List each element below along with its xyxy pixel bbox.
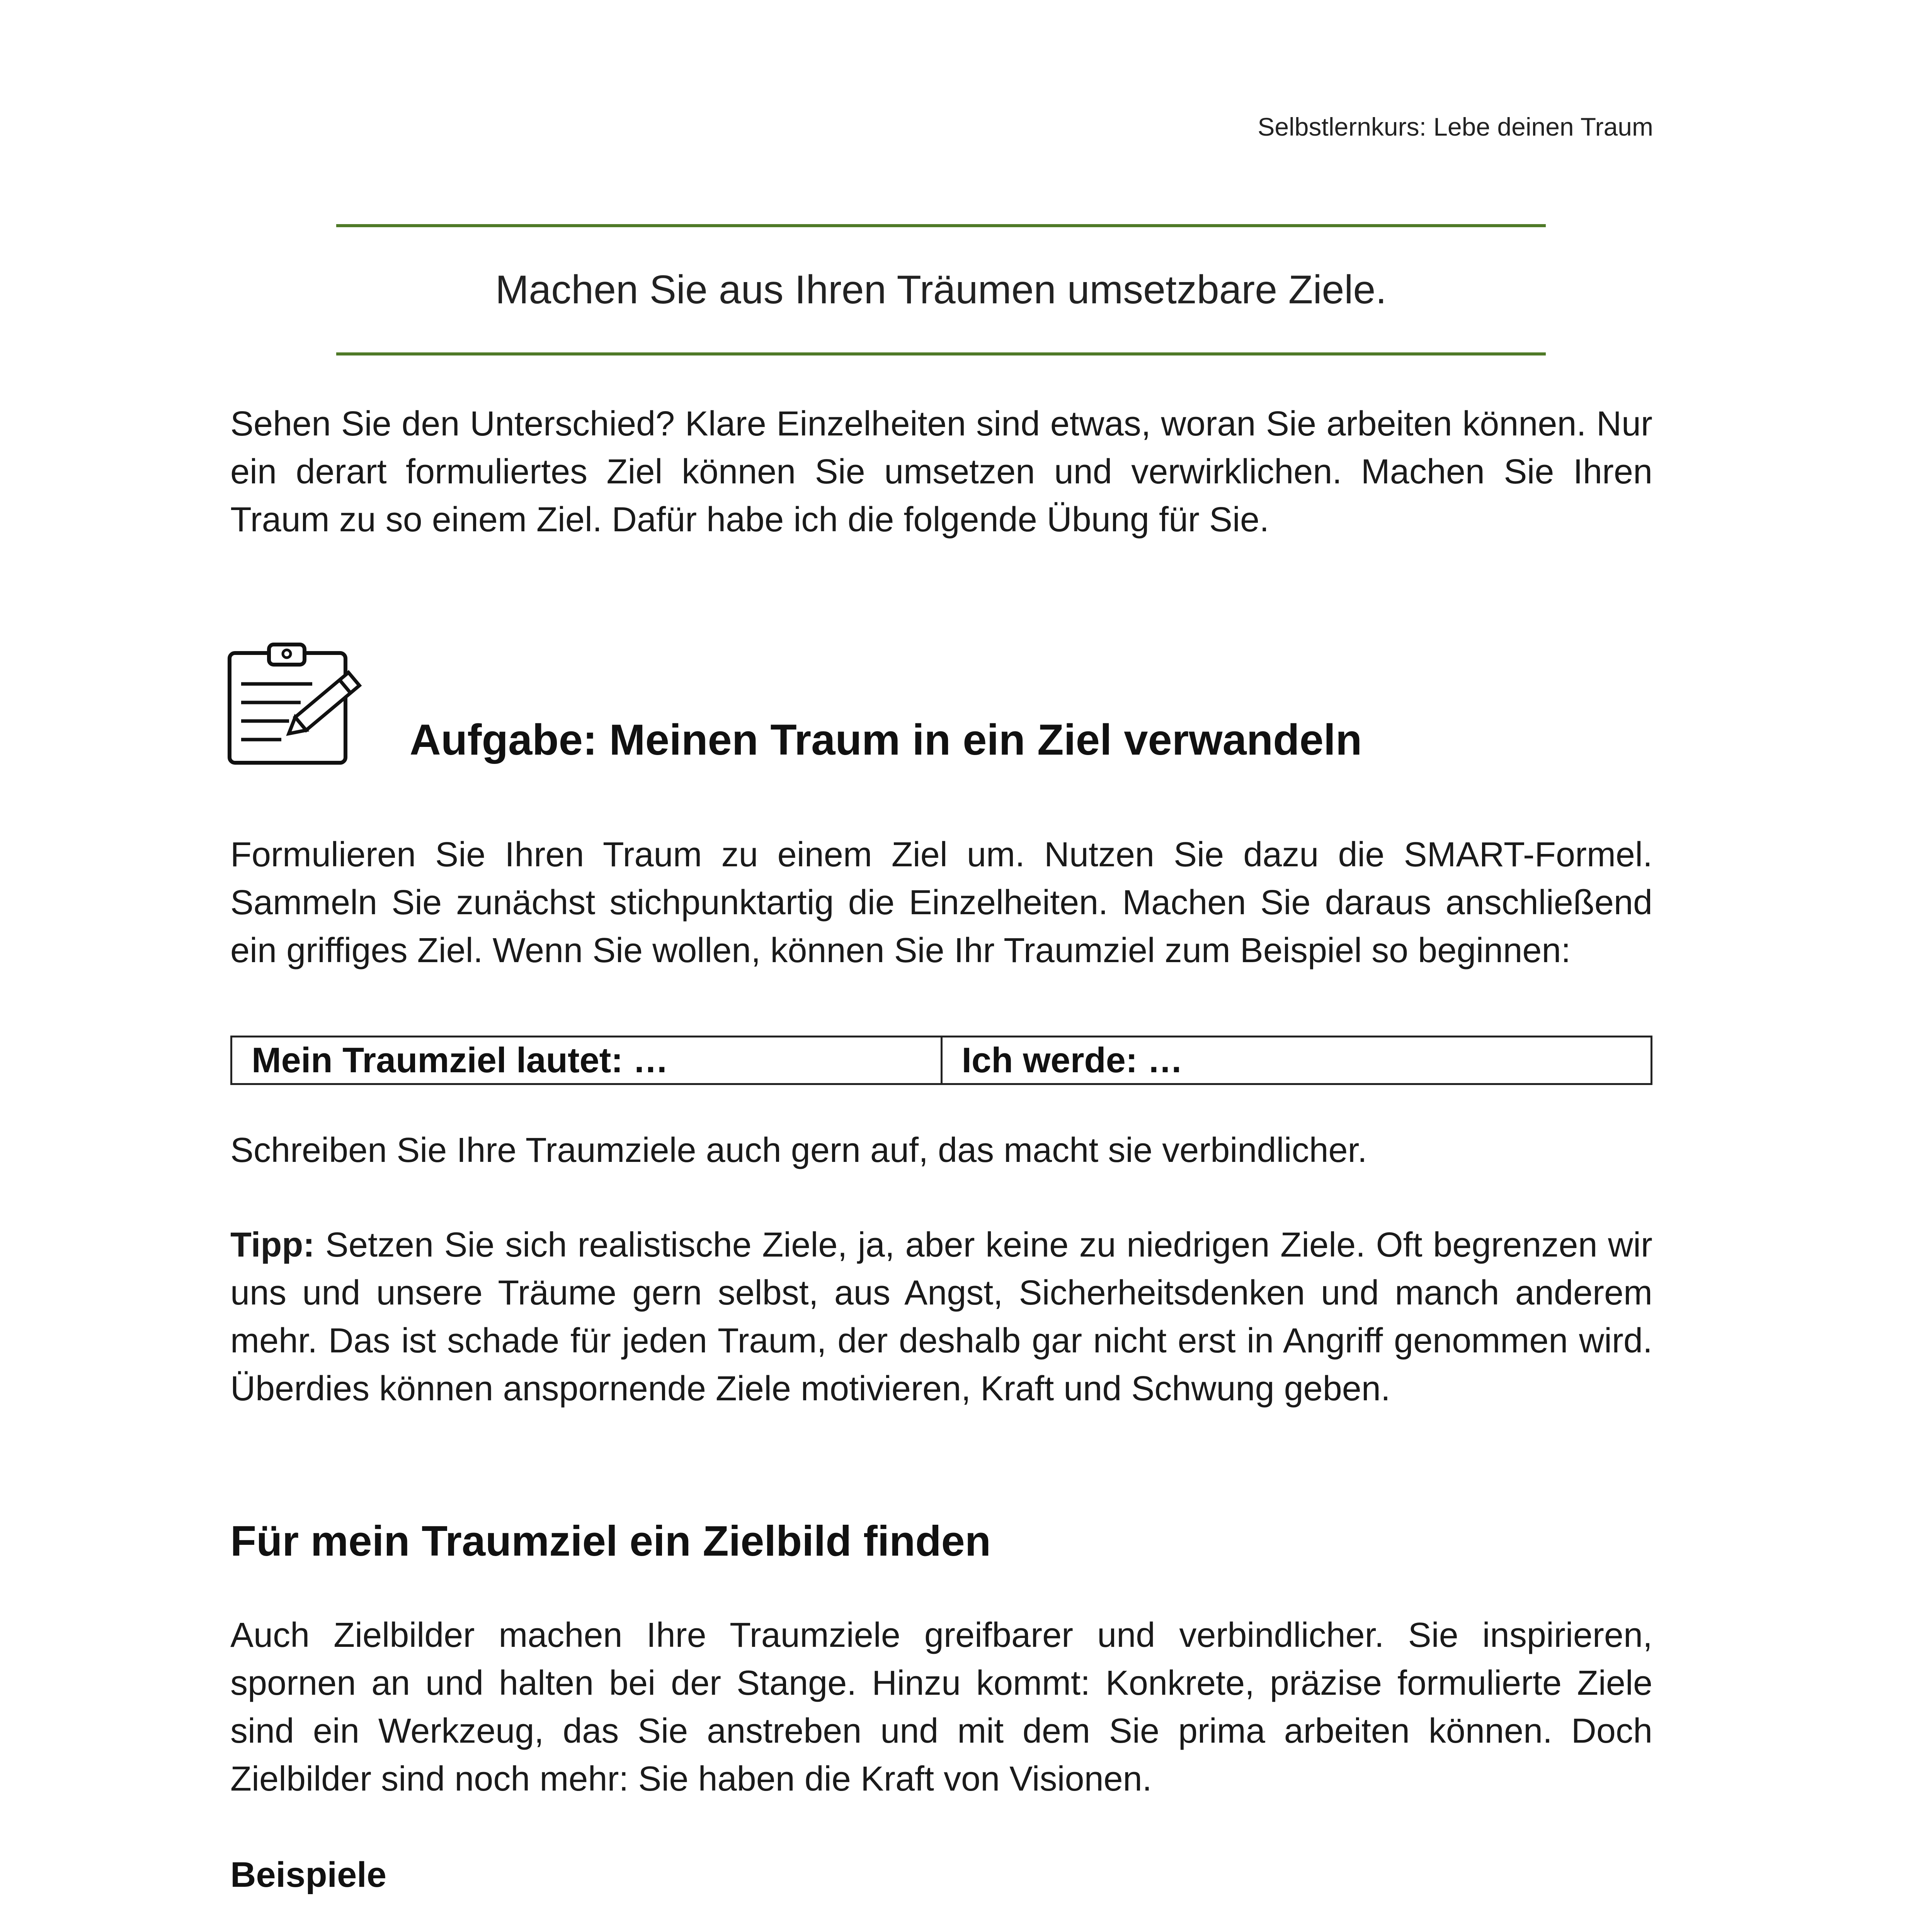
section-heading: Für mein Traumziel ein Zielbild finden [230, 1517, 991, 1565]
highlight-quote: Machen Sie aus Ihren Träumen umsetzbare Ziele. [336, 224, 1546, 355]
clipboard-pencil-icon [227, 638, 382, 765]
goal-template-table [230, 1036, 1652, 1085]
task-heading: Aufgabe: Meinen Traum in ein Ziel verwandeln [410, 716, 1362, 764]
section-paragraph: Auch Zielbilder machen Ihre Traumziele greifbarer und verbindlicher. Sie inspirieren, spornen an und halten bei der Stange. Hinzu kommt: Konkrete, präzise formulierte Ziele sind ein Werkzeug, das Sie anstreben und mit dem Sie prima arbeiten können. Doch Zielbilder sind noch mehr: Sie haben die Kraft von Visionen. [230, 1616, 1652, 1798]
tip-text: Setzen Sie sich realistische Ziele, ja, aber keine zu niedrigen Ziele. Oft begrenzen wir uns und unsere Träume gern selbst, aus Angst, Sicherheitsdenken und manch anderem mehr. Das ist schade für jeden Traum, der deshalb gar nicht erst in Angriff genommen wird. Überdies können anspornende Ziele motivieren, Kraft und Schwung geben. [230, 1226, 1653, 1408]
tip-label: Tipp: [230, 1226, 315, 1264]
task-paragraph: Formulieren Sie Ihren Traum zu einem Ziel um. Nutzen Sie dazu die SMART-Formel. Sammeln Sie zunächst stichpunktartig die Einzelheiten. Machen Sie daraus anschließend ein griffiges Ziel. Wenn Sie wollen, können Sie Ihr Traumziel zum Beispiel so beginnen: [230, 835, 1652, 970]
write-note-paragraph: Schreiben Sie Ihre Traumziele auch gern auf, das macht sie verbindlicher. [230, 1131, 1367, 1170]
template-cell-will: Ich werde: … [941, 1037, 1651, 1083]
intro-paragraph: Sehen Sie den Unterschied? Klare Einzelheiten sind etwas, woran Sie arbeiten können. Nur ein derart formuliertes Ziel können Sie umsetzen und verwirklichen. Machen Sie Ihren Traum zu so einem Ziel. Dafür habe ich die folgende Übung für Sie. [230, 405, 1652, 539]
examples-heading: Beispiele [230, 1855, 386, 1895]
tip-paragraph [230, 1221, 1652, 1413]
template-cell-goal: Mein Traumziel lautet: … [252, 1040, 669, 1080]
page-header: Selbstlernkurs: Lebe deinen Traum [1257, 112, 1653, 141]
